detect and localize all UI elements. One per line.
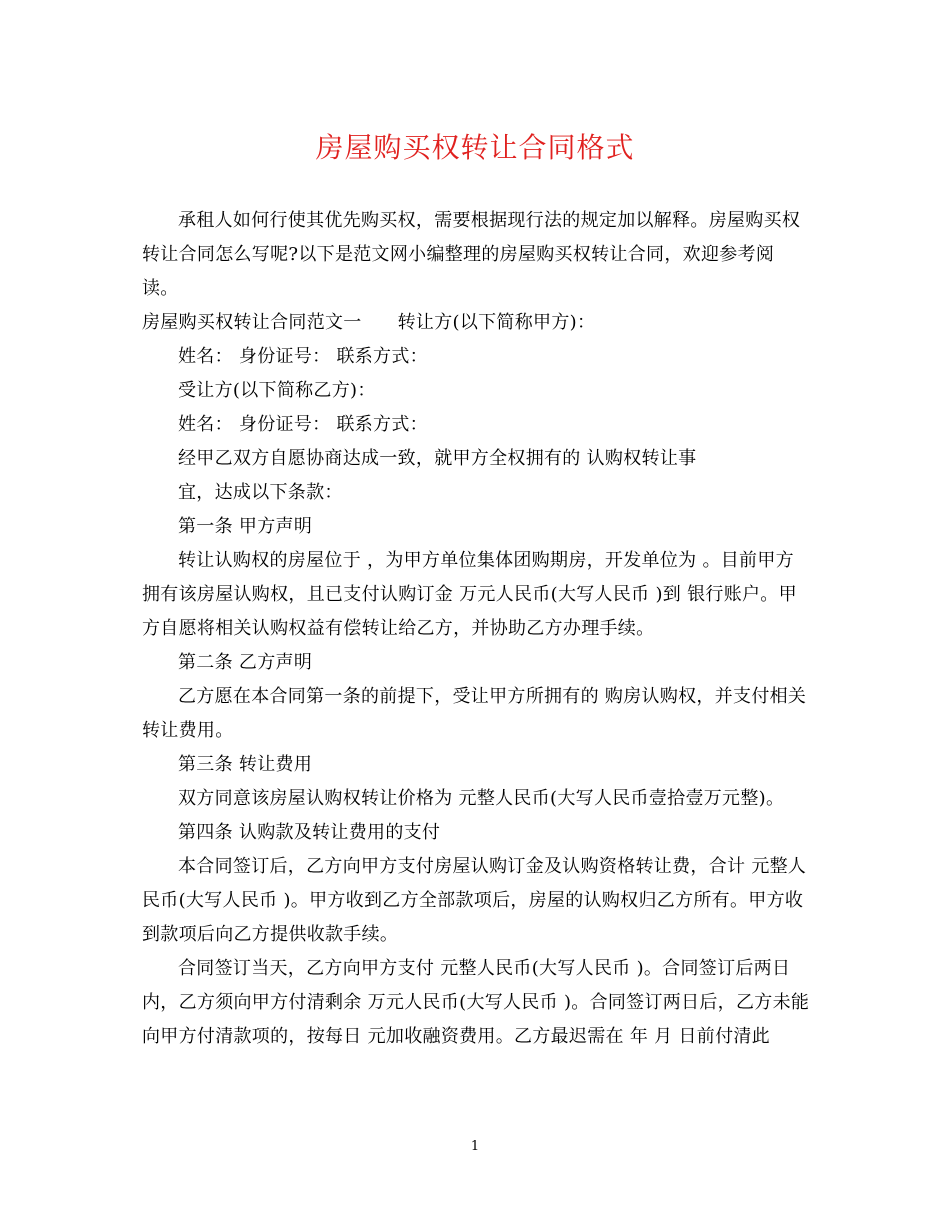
paragraph-party-b-fields: 姓名： 身份证号： 联系方式： xyxy=(178,414,428,435)
paragraph-agreement-1: 经甲乙双方自愿协商达成一致，就甲方全权拥有的 认购权转让事 xyxy=(178,448,697,469)
article-1-body: 转让认购权的房屋位于 ，为甲方单位集体团购期房，开发单位为 。目前甲方拥有该房屋认购权，且已支付认购订金 万元人民币(大写人民币 )到 银行账户。甲方自愿将相关认购权益有偿转让给乙方，并协助乙方办理手续。 xyxy=(142,550,797,639)
article-4-body-2: 合同签订当天，乙方向甲方支付 元整人民币(大写人民币 )。合同签订后两日内，乙方须向甲方付清剩余 万元人民币(大写人民币 )。合同签订两日后，乙方未能向甲方付清款项的，按每日 元加收融资费用。乙方最迟需在 年 月 日前付清此 xyxy=(142,958,810,1047)
sample-heading: 房屋购买权转让合同范文一 xyxy=(142,312,362,333)
article-4-body-1: 本合同签订后，乙方向甲方支付房屋认购订金及认购资格转让费，合计 元整人民币(大写人民币 )。甲方收到乙方全部款项后，房屋的认购权归乙方所有。甲方收到款项后向乙方提供收款手续。 xyxy=(142,856,807,945)
paragraph-heading-sample xyxy=(142,306,810,340)
document-body xyxy=(142,204,810,1054)
article-2-heading: 第二条 乙方声明 xyxy=(178,652,313,673)
paragraph-agreement-2: 宜，达成以下条款： xyxy=(178,482,343,503)
article-1-heading: 第一条 甲方声明 xyxy=(178,516,313,537)
article-3-body: 双方同意该房屋认购权转让价格为 元整人民币(大写人民币壹拾壹万元整)。 xyxy=(178,788,785,809)
paragraph-intro: 承租人如何行使其优先购买权，需要根据现行法的规定加以解释。房屋购买权转让合同怎么写呢?以下是范文网小编整理的房屋购买权转让合同，欢迎参考阅读。 xyxy=(142,210,801,299)
article-4-heading: 第四条 认购款及转让费用的支付 xyxy=(178,822,441,843)
article-2-body: 乙方愿在本合同第一条的前提下，受让甲方所拥有的 购房认购权，并支付相关转让费用。 xyxy=(142,686,807,741)
paragraph-transferee-label: 受让方(以下简称乙方)： xyxy=(178,380,376,401)
transferor-label: 转让方(以下简称甲方)： xyxy=(397,312,596,333)
paragraph-party-a-fields: 姓名： 身份证号： 联系方式： xyxy=(178,346,428,367)
document-title: 房屋购买权转让合同格式 xyxy=(315,131,635,164)
page-number: 1 xyxy=(470,1139,480,1154)
article-3-heading: 第三条 转让费用 xyxy=(178,754,313,775)
